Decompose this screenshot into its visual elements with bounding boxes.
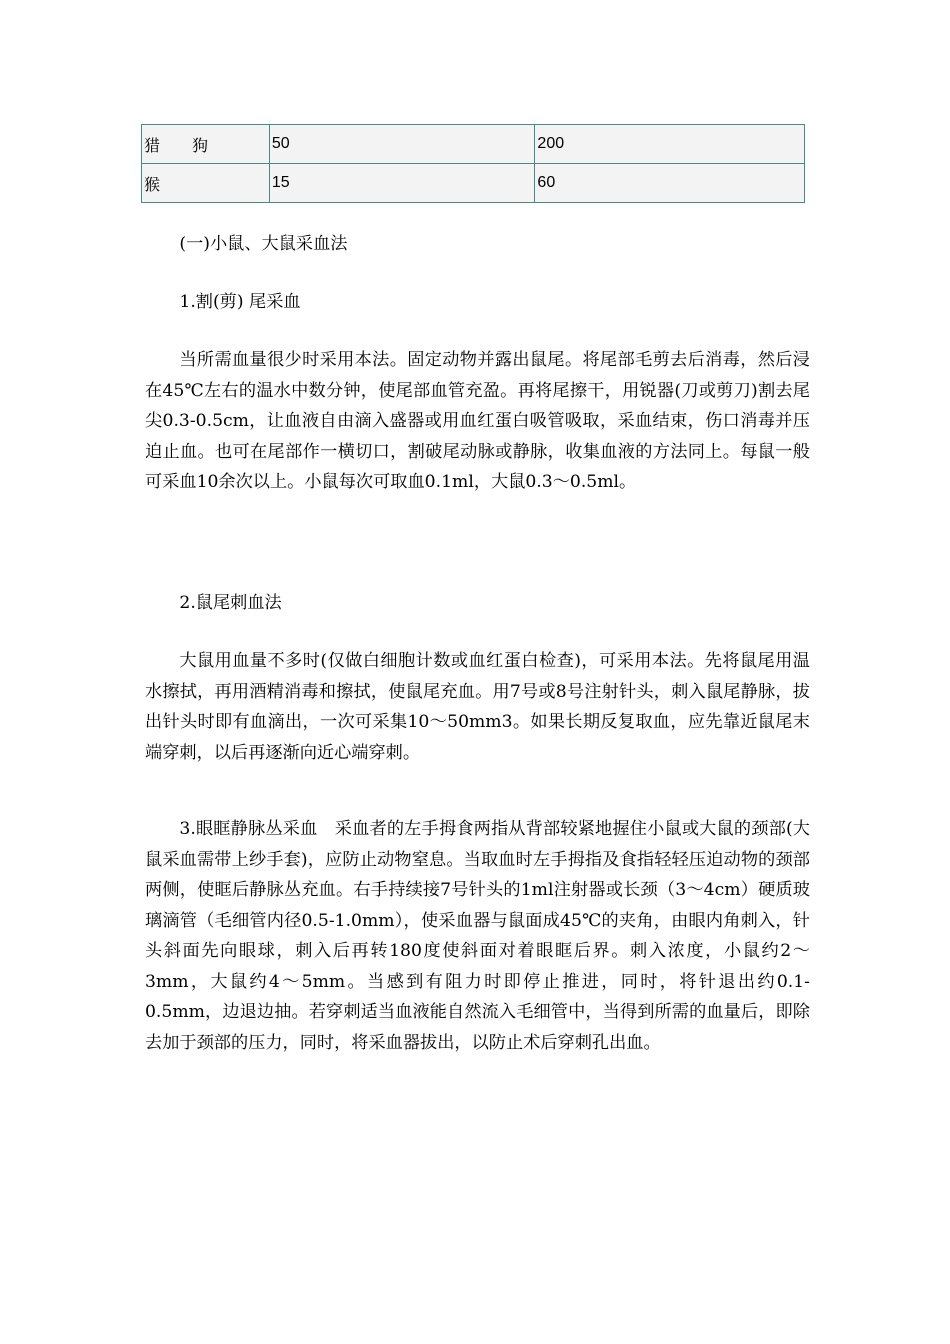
sub2-title: 2.鼠尾刺血法 bbox=[179, 593, 282, 613]
table-cell-animal: 猴 bbox=[142, 164, 270, 203]
table-cell-value: 50 bbox=[269, 125, 535, 164]
table-cell-value: 60 bbox=[535, 164, 805, 203]
table-cell-animal: 猎 狗 bbox=[142, 125, 270, 164]
sub1-title: 1.割(剪) 尾采血 bbox=[179, 292, 301, 312]
table-cell-value: 15 bbox=[269, 164, 535, 203]
section-heading: (一)小鼠、大鼠采血法 bbox=[179, 234, 348, 254]
table-row bbox=[142, 164, 805, 203]
table-row bbox=[142, 125, 805, 164]
sub3-paragraph: 3.眼眶静脉丛采血 采血者的左手拇食两指从背部较紧地握住小鼠或大鼠的颈部(大鼠采血需带上纱手套)，应防止动物窒息。当取血时左手拇指及食指轻轻压迫动物的颈部两侧，使眶后静脉丛充血。右手持续接7号针头的1ml注射器或长颈（3～4cm）硬质玻璃滴管（毛细管内径0.5-1.0mm），使采血器与鼠面成45℃的夹角，由眼内角刺入，针头斜面先向眼球，刺入后再转180度使斜面对着眼眶后界。刺入浓度，小鼠约2～3mm，大鼠约4～5mm。当感到有阻力时即停止推进，同时，将针退出约0.1-0.5mm，边退边抽。若穿刺适当血液能自然流入毛细管中，当得到所需的血量后，即除去加于颈部的压力，同时，将采血器拔出，以防止术后穿刺孔出血。 bbox=[145, 819, 810, 1053]
sub2-paragraph: 大鼠用血量不多时(仅做白细胞计数或血红蛋白检查)，可采用本法。先将鼠尾用温水擦拭，再用酒精消毒和擦拭，使鼠尾充血。用7号或8号注射针头，刺入鼠尾静脉，拔出针头时即有血滴出，一次可采集10～50mm3。如果长期反复取血，应先靠近鼠尾末端穿刺，以后再逐渐向近心端穿刺。 bbox=[145, 651, 810, 763]
table-cell-value: 200 bbox=[535, 125, 805, 164]
blood-volume-table bbox=[141, 124, 805, 203]
sub1-paragraph: 当所需血量很少时采用本法。固定动物并露出鼠尾。将尾部毛剪去后消毒，然后浸在45℃左右的温水中数分钟，使尾部血管充盈。再将尾擦干，用锐器(刀或剪刀)割去尾尖0.3-0.5cm，让血液自由滴入盛器或用血红蛋白吸管吸取，采血结束，伤口消毒并压迫止血。也可在尾部作一横切口，割破尾动脉或静脉，收集血液的方法同上。每鼠一般可采血10余次以上。小鼠每次可取血0.1ml，大鼠0.3～0.5ml。 bbox=[145, 350, 810, 492]
